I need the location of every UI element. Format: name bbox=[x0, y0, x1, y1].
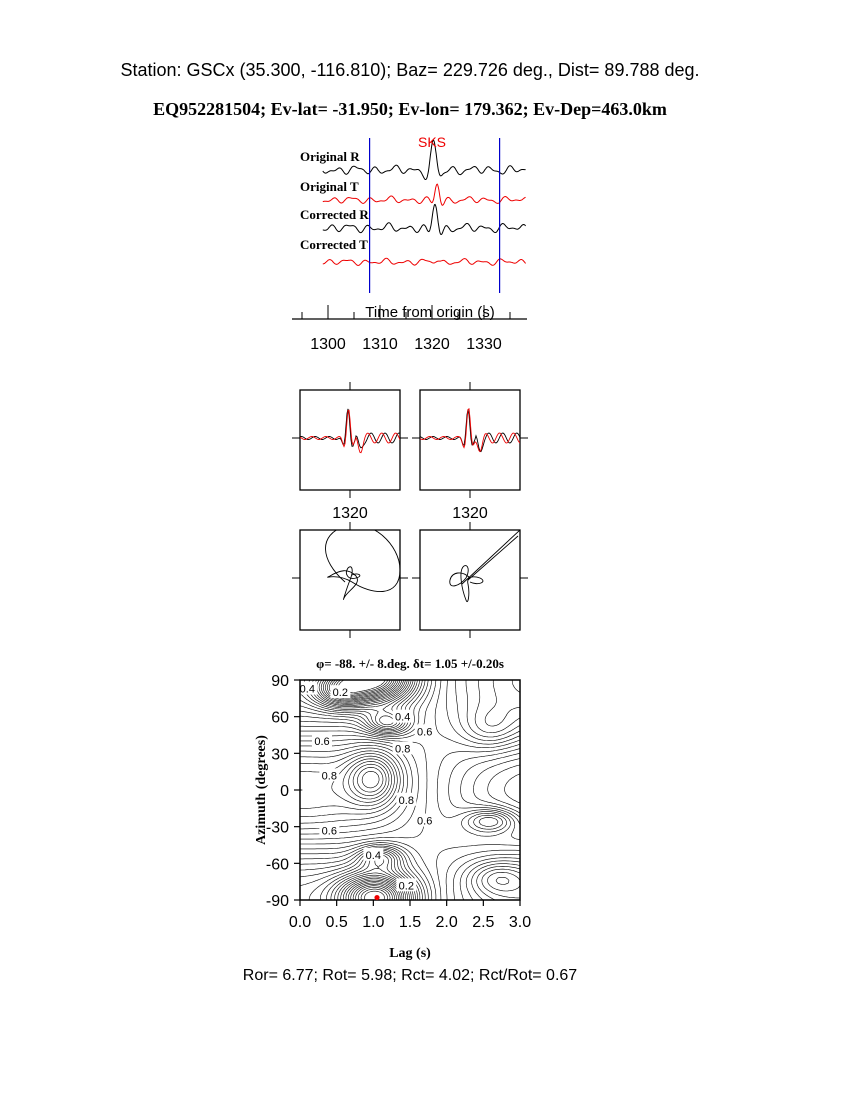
particle-motion-left bbox=[300, 525, 400, 630]
time-tick-label-2: 1320 bbox=[414, 336, 450, 353]
particle-motion-original bbox=[325, 525, 400, 600]
event-info: EQ952281504; Ev-lat= -31.950; Ev-lon= 179.362; Ev-Dep=463.0km bbox=[153, 99, 667, 119]
contour-xtick-5: 2.5 bbox=[472, 914, 495, 931]
particle-frame-right bbox=[420, 530, 520, 630]
contour-label-1: 0.2 bbox=[332, 687, 348, 700]
ratio-summary: Ror= 6.77; Rot= 5.98; Rct= 4.02; Rct/Rot= 0.67 bbox=[242, 967, 578, 984]
comparison-tick-label-right: 1320 bbox=[452, 505, 488, 522]
comparison-frame-left bbox=[300, 390, 400, 490]
contour-xtick-3: 1.5 bbox=[398, 914, 422, 931]
contour-label-4: 0.6 bbox=[314, 736, 330, 749]
trace-label-corrected-r: Corrected R bbox=[300, 207, 369, 222]
trace-label-original-r: Original R bbox=[300, 149, 360, 164]
trace-panel bbox=[292, 134, 527, 353]
splitting-result-title: φ= -88. +/- 8.deg. δt= 1.05 +/-0.20s bbox=[316, 656, 504, 671]
best-fit-marker bbox=[374, 895, 379, 900]
contour-ytick-4: -30 bbox=[265, 819, 289, 837]
comparison-traces-right bbox=[420, 409, 520, 452]
contour-label-3: 0.6 bbox=[417, 726, 433, 739]
trace-label-original-t: Original T bbox=[300, 179, 359, 194]
particle-motion-corrected bbox=[450, 530, 520, 602]
contour-xtick-6: 3.0 bbox=[508, 914, 532, 931]
contour-ytick-0: 90 bbox=[271, 673, 289, 690]
time-axis-label: Time from origin (s) bbox=[365, 304, 495, 321]
contour-xtick-4: 2.0 bbox=[435, 914, 458, 931]
comparison-panel-left bbox=[300, 390, 400, 522]
contour-label-10: 0.4 bbox=[365, 849, 381, 862]
station-info: Station: GSCx (35.300, -116.810); Baz= 229.726 deg., Dist= 89.788 deg. bbox=[120, 60, 700, 80]
trace-label-corrected-t: Corrected T bbox=[300, 237, 368, 252]
time-tick-label-0: 1300 bbox=[310, 336, 346, 353]
comparison-traces-left bbox=[300, 409, 400, 453]
contour-ytick-6: -90 bbox=[265, 893, 289, 910]
comparison-trace-black bbox=[300, 409, 400, 448]
contour-label-0: 0.4 bbox=[299, 683, 315, 696]
time-tick-label-3: 1330 bbox=[466, 336, 502, 353]
particle-motion-right bbox=[420, 530, 520, 630]
contour-label-6: 0.8 bbox=[321, 770, 337, 783]
contour-ytick-1: 60 bbox=[271, 709, 289, 727]
comparison-tick-label-left: 1320 bbox=[332, 505, 368, 522]
contour-ytick-5: -60 bbox=[265, 856, 289, 874]
contour-ytick-3: 0 bbox=[280, 783, 289, 800]
contour-label-2: 0.4 bbox=[395, 711, 411, 724]
comparison-frame-right bbox=[420, 390, 520, 490]
contour-label-11: 0.2 bbox=[398, 880, 414, 893]
contour-ytick-2: 30 bbox=[271, 746, 289, 764]
comparison-panel-right bbox=[420, 390, 520, 522]
contour-xtick-2: 1.0 bbox=[362, 914, 385, 931]
splitting-result-plot bbox=[254, 656, 531, 961]
phase-label: SKS bbox=[417, 134, 447, 150]
time-tick-label-1: 1310 bbox=[362, 336, 398, 353]
contour-xtick-0: 0.0 bbox=[288, 914, 312, 931]
contour-label-8: 0.6 bbox=[417, 815, 433, 828]
contour-label-5: 0.8 bbox=[395, 743, 411, 756]
contour-label-9: 0.6 bbox=[321, 825, 337, 838]
contour-xlabel: Lag (s) bbox=[389, 946, 431, 961]
contour-xtick-1: 0.5 bbox=[325, 914, 348, 931]
contour-ylabel: Azimuth (degrees) bbox=[254, 735, 269, 845]
trace-corrected-t bbox=[323, 258, 526, 265]
contour-label-7: 0.8 bbox=[398, 794, 414, 807]
